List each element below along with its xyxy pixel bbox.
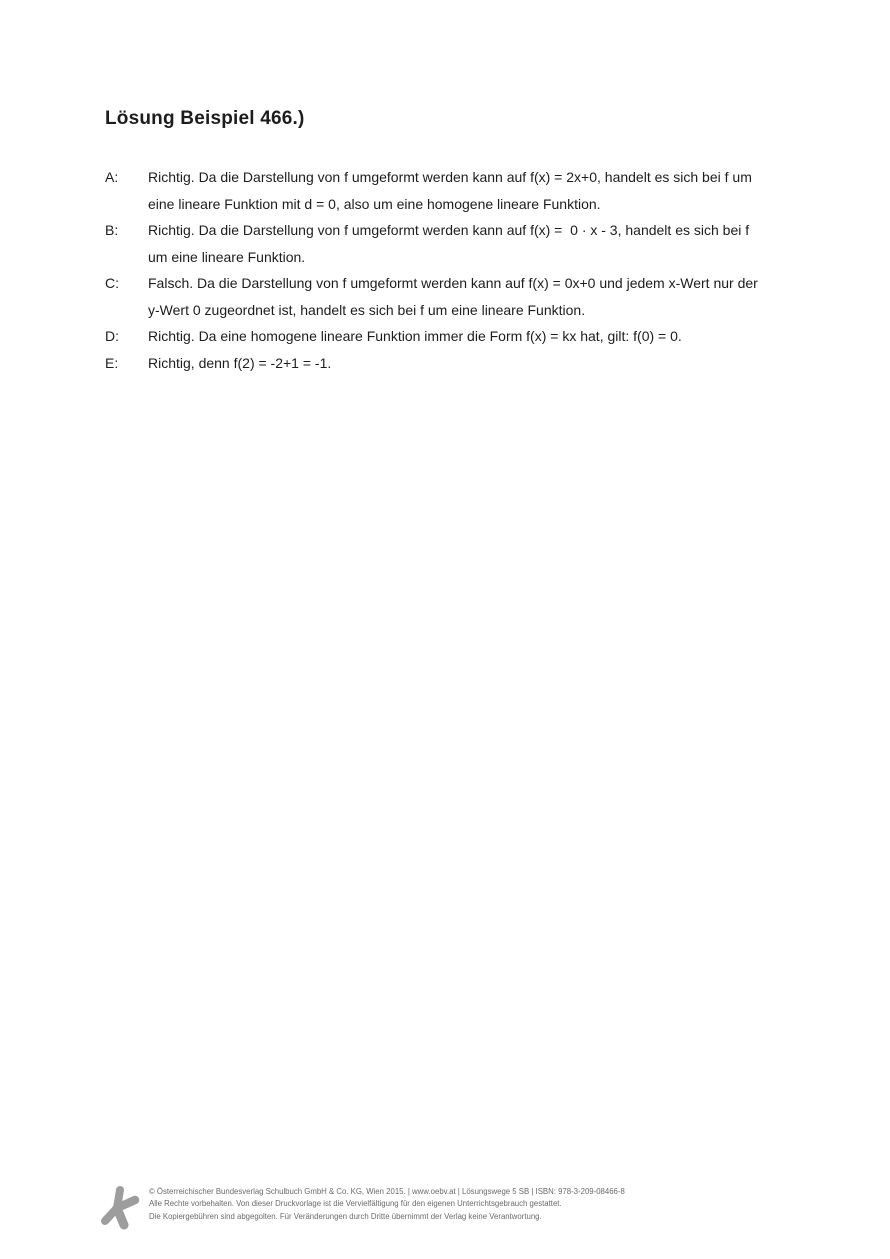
- solution-text-line: Richtig. Da die Darstellung von f umgeformt werden kann auf f(x) = 2x+0, handelt es sich bei f um: [148, 169, 752, 185]
- solution-text-a: [148, 164, 865, 217]
- solution-text-line: Richtig. Da die Darstellung von f umgeformt werden kann auf f(x) = 0 · x - 3, handelt es sich bei f: [148, 222, 750, 238]
- solution-label-b: B:: [105, 222, 119, 238]
- solution-text-line: eine lineare Funktion mit d = 0, also um eine homogene lineare Funktion.: [148, 195, 601, 212]
- solution-label-d: D:: [105, 328, 119, 344]
- footer: [100, 1183, 625, 1231]
- solution-item-c: [105, 270, 865, 323]
- solution-label-c: C:: [105, 275, 119, 291]
- solution-text-c: [148, 270, 865, 323]
- solution-text-line: Richtig, denn f(2) = -2+1 = -1.: [148, 354, 332, 371]
- footer-line-rights: Alle Rechte vorbehalten. Von dieser Druckvorlage ist die Vervielfältigung für den eigenen Unterrichtsgebrauch gestattet.: [149, 1199, 562, 1209]
- solution-item-e: [105, 350, 865, 377]
- solution-label-e: E:: [105, 354, 119, 371]
- solution-text-line: Richtig. Da eine homogene lineare Funktion immer die Form f(x) = kx hat, gilt: f(0) = 0.: [148, 328, 682, 344]
- solution-list: [105, 164, 865, 376]
- solution-item-b: [105, 217, 865, 270]
- solution-text-line: y-Wert 0 zugeordnet ist, handelt es sich bei f um eine lineare Funktion.: [148, 301, 586, 318]
- solution-text-line: um eine lineare Funktion.: [148, 248, 306, 265]
- solution-text-b: [148, 217, 865, 270]
- solution-text-e: [148, 350, 865, 377]
- solution-label-a: A:: [105, 169, 119, 185]
- footer-copyright: [149, 1183, 625, 1223]
- solution-text-d: [148, 323, 865, 350]
- footer-line-disclaimer: Die Kopiergebühren sind abgegolten. Für Veränderungen durch Dritte übernimmt der Verlag keine Verantwortung.: [149, 1211, 542, 1221]
- solution-item-d: [105, 323, 865, 350]
- solution-item-a: [105, 164, 865, 217]
- footer-line-copyright: © Österreichischer Bundesverlag Schulbuch GmbH & Co. KG, Wien 2015. | www.oebv.at | Lösungswege 5 SB | ISBN: 978-3-209-08466-8: [149, 1187, 625, 1196]
- solution-text-line: Falsch. Da die Darstellung von f umgeformt werden kann auf f(x) = 0x+0 und jedem x-Wert nur der: [148, 275, 758, 291]
- oebv-asterisk-logo-icon: [100, 1184, 140, 1231]
- page-title: Lösung Beispiel 466.): [105, 108, 305, 129]
